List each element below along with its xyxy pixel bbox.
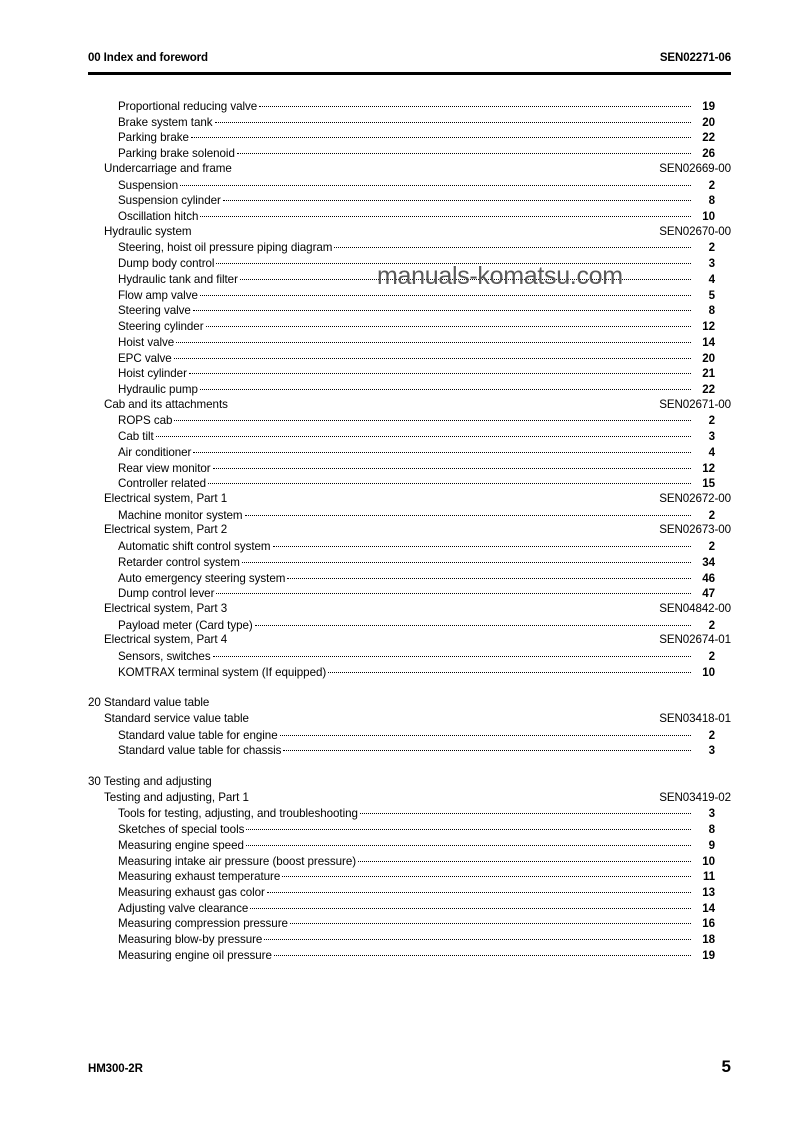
toc-entry-label: 20 Standard value table	[88, 696, 210, 710]
toc-entry-row[interactable]	[88, 271, 731, 287]
toc-dot-leader	[240, 271, 691, 283]
toc-entry-label: Machine monitor system	[118, 508, 243, 522]
toc-page-number: 20	[702, 351, 715, 365]
toc-page-number: 8	[708, 823, 715, 837]
toc-sen-code: SEN02671-00	[659, 397, 731, 411]
toc-sen-code: SEN02674-01	[659, 633, 731, 647]
toc-entry-label: Retarder control system	[118, 555, 240, 569]
toc-page-number: 2	[708, 650, 715, 664]
toc-entry-label: Automatic shift control system	[118, 540, 271, 554]
toc-entry-label: Hydraulic system	[104, 224, 192, 238]
toc-dot-leader	[283, 742, 691, 754]
toc-entry-label: Cab and its attachments	[104, 397, 228, 411]
toc-page-number: 8	[708, 194, 715, 208]
toc-entry-row[interactable]	[88, 805, 731, 821]
toc-entry-row[interactable]	[88, 664, 731, 680]
toc-dot-leader	[156, 428, 691, 440]
toc-section-row[interactable]	[88, 601, 731, 617]
toc-dot-leader	[191, 129, 691, 141]
toc-entry-row[interactable]	[88, 428, 731, 444]
toc-sen-code: SEN03419-02	[659, 790, 731, 804]
toc-dot-leader	[213, 460, 691, 472]
toc-entry-row[interactable]	[88, 334, 731, 350]
toc-entry-label: Steering, hoist oil pressure piping diagram	[118, 241, 333, 255]
toc-entry-row[interactable]	[88, 617, 731, 633]
toc-entry-row[interactable]	[88, 900, 731, 916]
toc-page-number: 3	[708, 430, 715, 444]
toc-page-number: 2	[708, 618, 715, 632]
toc-page-number: 8	[708, 304, 715, 318]
toc-entry-label: Measuring engine speed	[118, 838, 244, 852]
toc-entry-label: EPC valve	[118, 351, 172, 365]
toc-dot-leader	[176, 334, 691, 346]
toc-page-number: 34	[702, 555, 715, 569]
toc-entry-row[interactable]	[88, 192, 731, 208]
toc-entry-label: Suspension	[118, 178, 179, 192]
toc-entry-row[interactable]	[88, 585, 731, 601]
toc-entry-label: Electrical system, Part 1	[104, 491, 228, 505]
footer-model-name: HM300-2R	[88, 1063, 143, 1075]
toc-entry-row[interactable]	[88, 742, 731, 758]
toc-dot-leader	[216, 255, 691, 267]
toc-page-number: 46	[702, 571, 715, 585]
toc-entry-label: Cab tilt	[118, 430, 154, 444]
toc-entry-row[interactable]	[88, 554, 731, 570]
toc-entry-label: Suspension cylinder	[118, 194, 221, 208]
toc-entry-label: Electrical system, Part 2	[104, 523, 228, 537]
header-document-code: SEN02271-06	[659, 52, 731, 64]
toc-dot-leader	[264, 931, 691, 943]
toc-dot-leader	[360, 805, 691, 817]
toc-entry-label: Hoist cylinder	[118, 367, 187, 381]
toc-entry-label: Standard value table for engine	[118, 728, 278, 742]
toc-dot-leader	[174, 412, 691, 424]
toc-page-number: 10	[702, 665, 715, 679]
toc-entry-label: Dump body control	[118, 257, 215, 271]
toc-entry-row[interactable]	[88, 931, 731, 947]
toc-page-number: 21	[702, 367, 715, 381]
toc-entry-label: Adjusting valve clearance	[118, 901, 249, 915]
toc-page-number: 10	[702, 854, 715, 868]
toc-entry-label: Auto emergency steering system	[118, 571, 286, 585]
toc-page-number: 15	[702, 477, 715, 491]
toc-dot-leader	[242, 554, 691, 566]
toc-entry-label: Measuring exhaust gas color	[118, 885, 265, 899]
toc-entry-row[interactable]	[88, 507, 731, 523]
toc-page-number: 2	[708, 540, 715, 554]
toc-page-number: 3	[708, 744, 715, 758]
toc-entry-row[interactable]	[88, 412, 731, 428]
toc-section-row[interactable]	[88, 790, 731, 806]
toc-entry-row[interactable]	[88, 114, 731, 130]
toc-entry-label: Flow amp valve	[118, 288, 198, 302]
toc-dot-leader	[189, 365, 691, 377]
toc-entry-label: Proportional reducing valve	[118, 100, 258, 113]
toc-entry-label: Steering cylinder	[118, 320, 204, 334]
toc-dot-leader	[193, 444, 691, 456]
toc-page-number: 13	[702, 885, 715, 899]
toc-entry-row[interactable]	[88, 350, 731, 366]
toc-entry-row[interactable]	[88, 475, 731, 491]
toc-section-row[interactable]	[88, 161, 731, 177]
toc-entry-label: Parking brake solenoid	[118, 147, 235, 161]
toc-entry-label: Parking brake	[118, 131, 189, 145]
toc-entry-label: Sensors, switches	[118, 650, 211, 664]
toc-dot-leader	[255, 617, 691, 629]
toc-page-number: 3	[708, 807, 715, 821]
toc-entry-row[interactable]	[88, 255, 731, 271]
toc-dot-leader	[250, 900, 691, 912]
toc-sen-code: SEN02670-00	[659, 224, 731, 238]
toc-section-row[interactable]	[88, 632, 731, 648]
toc-entry-label: Undercarriage and frame	[104, 161, 232, 175]
toc-page-number: 2	[708, 508, 715, 522]
toc-page-number: 20	[702, 115, 715, 129]
watermark-text: manuals-komatsu.com	[377, 262, 623, 290]
toc-entry-label: Hoist valve	[118, 335, 175, 349]
toc-page-number: 5	[708, 288, 715, 302]
toc-entry-row[interactable]	[88, 381, 731, 397]
toc-entry-label: Controller related	[118, 477, 207, 491]
toc-page-number: 18	[702, 933, 715, 947]
toc-page-number: 12	[702, 461, 715, 475]
toc-entry-label: Rear view monitor	[118, 461, 211, 475]
footer-page-number: 5	[721, 1057, 731, 1076]
toc-dot-leader	[206, 318, 691, 330]
toc-dot-leader	[200, 287, 691, 299]
toc-page-number: 11	[702, 870, 715, 884]
toc-dot-leader	[334, 239, 691, 251]
header-divider-rule	[88, 72, 731, 75]
toc-section-row[interactable]	[88, 522, 731, 538]
toc-section-row[interactable]	[88, 774, 731, 790]
toc-dot-leader	[200, 208, 691, 220]
toc-entry-row[interactable]	[88, 460, 731, 476]
toc-dot-leader	[274, 947, 691, 959]
toc-entry-label: Standard service value table	[104, 712, 249, 726]
toc-entry-row[interactable]	[88, 821, 731, 837]
toc-entry-label: Testing and adjusting, Part 1	[104, 790, 249, 804]
toc-entry-row[interactable]	[88, 287, 731, 303]
toc-dot-leader	[223, 192, 691, 204]
toc-entry-label: Steering valve	[118, 304, 191, 318]
toc-spacer	[88, 758, 731, 774]
toc-page-number: 19	[702, 948, 715, 962]
toc-entry-label: Hydraulic tank and filter	[118, 272, 238, 286]
toc-entry-label: Oscillation hitch	[118, 210, 199, 224]
toc-entry-label: Measuring compression pressure	[118, 917, 288, 931]
toc-dot-leader	[200, 381, 691, 393]
toc-page-number: 14	[702, 901, 715, 915]
toc-entry-label: ROPS cab	[118, 414, 173, 428]
toc-entry-row[interactable]	[88, 727, 731, 743]
toc-entry-row[interactable]	[88, 318, 731, 334]
toc-page-number: 10	[702, 210, 715, 224]
toc-entry-label: Payload meter (Card type)	[118, 618, 253, 632]
toc-entry-row[interactable]	[88, 239, 731, 255]
toc-sen-code: SEN02673-00	[659, 523, 731, 537]
toc-entry-row[interactable]	[88, 915, 731, 931]
toc-sen-code: SEN03418-01	[659, 712, 731, 726]
toc-entry-label: Standard value table for chassis	[118, 744, 282, 758]
toc-entry-label: 30 Testing and adjusting	[88, 774, 212, 788]
toc-sen-code: SEN02669-00	[659, 161, 731, 175]
toc-entry-row[interactable]	[88, 302, 731, 318]
toc-entry-label: Measuring engine oil pressure	[118, 948, 272, 962]
toc-dot-leader	[259, 98, 691, 110]
toc-dot-leader	[267, 884, 691, 896]
toc-dot-leader	[208, 475, 691, 487]
toc-entry-row[interactable]	[88, 98, 731, 114]
toc-section-row[interactable]	[88, 491, 731, 507]
toc-dot-leader	[193, 302, 691, 314]
table-of-contents	[88, 98, 731, 963]
toc-entry-row[interactable]	[88, 365, 731, 381]
toc-page-number: 2	[708, 728, 715, 742]
toc-entry-row[interactable]	[88, 538, 731, 554]
toc-page-number: 22	[702, 131, 715, 145]
toc-section-row[interactable]	[88, 695, 731, 711]
toc-entry-row[interactable]	[88, 208, 731, 224]
toc-entry-label: Sketches of special tools	[118, 823, 245, 837]
toc-entry-label: KOMTRAX terminal system (If equipped)	[118, 665, 327, 679]
toc-dot-leader	[216, 585, 691, 597]
toc-dot-leader	[287, 570, 691, 582]
toc-section-row[interactable]	[88, 224, 731, 240]
toc-entry-label: Electrical system, Part 4	[104, 633, 228, 647]
toc-entry-row[interactable]	[88, 837, 731, 853]
toc-entry-label: Measuring exhaust temperature	[118, 870, 281, 884]
toc-page-number: 9	[708, 838, 715, 852]
toc-section-row[interactable]	[88, 397, 731, 413]
page-footer	[88, 1057, 731, 1077]
toc-page-number: 47	[702, 587, 715, 601]
toc-entry-row[interactable]	[88, 648, 731, 664]
toc-entry-label: Electrical system, Part 3	[104, 602, 228, 615]
toc-section-row[interactable]	[88, 711, 731, 727]
toc-dot-leader	[273, 538, 692, 550]
toc-entry-row[interactable]	[88, 884, 731, 900]
toc-entry-row[interactable]	[88, 868, 731, 884]
toc-entry-row[interactable]	[88, 129, 731, 145]
toc-entry-label: Hydraulic pump	[118, 382, 198, 396]
toc-entry-label: Air conditioner	[118, 445, 192, 459]
toc-entry-row[interactable]	[88, 444, 731, 460]
toc-entry-label: Dump control lever	[118, 587, 215, 601]
toc-page-number: 2	[708, 178, 715, 192]
toc-spacer	[88, 680, 731, 696]
toc-page-number: 2	[708, 241, 715, 255]
toc-entry-row[interactable]	[88, 145, 731, 161]
toc-page-number: 26	[702, 147, 715, 161]
toc-page-number: 19	[702, 100, 715, 113]
toc-dot-leader	[246, 821, 691, 833]
toc-dot-leader	[237, 145, 691, 157]
toc-entry-label: Tools for testing, adjusting, and troubleshooting	[118, 807, 358, 821]
toc-entry-label: Measuring intake air pressure (boost pressure)	[118, 854, 357, 868]
toc-dot-leader	[215, 114, 691, 126]
toc-page-number: 16	[702, 917, 715, 931]
toc-dot-leader	[174, 350, 691, 362]
toc-entry-label: Brake system tank	[118, 115, 213, 129]
toc-sen-code: SEN02672-00	[659, 491, 731, 505]
toc-dot-leader	[245, 507, 691, 519]
toc-page-number: 4	[708, 272, 715, 286]
toc-page-number: 4	[708, 445, 715, 459]
toc-dot-leader	[290, 915, 691, 927]
toc-page-number: 14	[702, 335, 715, 349]
toc-page-number: 22	[702, 382, 715, 396]
toc-dot-leader	[280, 727, 691, 739]
toc-dot-leader	[358, 853, 691, 865]
toc-sen-code: SEN04842-00	[659, 602, 731, 615]
toc-page-number: 12	[702, 320, 715, 334]
toc-page-number: 3	[708, 257, 715, 271]
toc-entry-row[interactable]	[88, 947, 731, 963]
toc-entry-label: Measuring blow-by pressure	[118, 933, 263, 947]
toc-entry-row[interactable]	[88, 570, 731, 586]
toc-dot-leader	[213, 648, 691, 660]
toc-entry-row[interactable]	[88, 853, 731, 869]
toc-dot-leader	[328, 664, 691, 676]
toc-dot-leader	[246, 837, 691, 849]
toc-entry-row[interactable]	[88, 177, 731, 193]
toc-page-number: 2	[708, 414, 715, 428]
toc-dot-leader	[180, 177, 691, 189]
toc-dot-leader	[282, 868, 691, 880]
header-section-title: 00 Index and foreword	[88, 52, 208, 64]
